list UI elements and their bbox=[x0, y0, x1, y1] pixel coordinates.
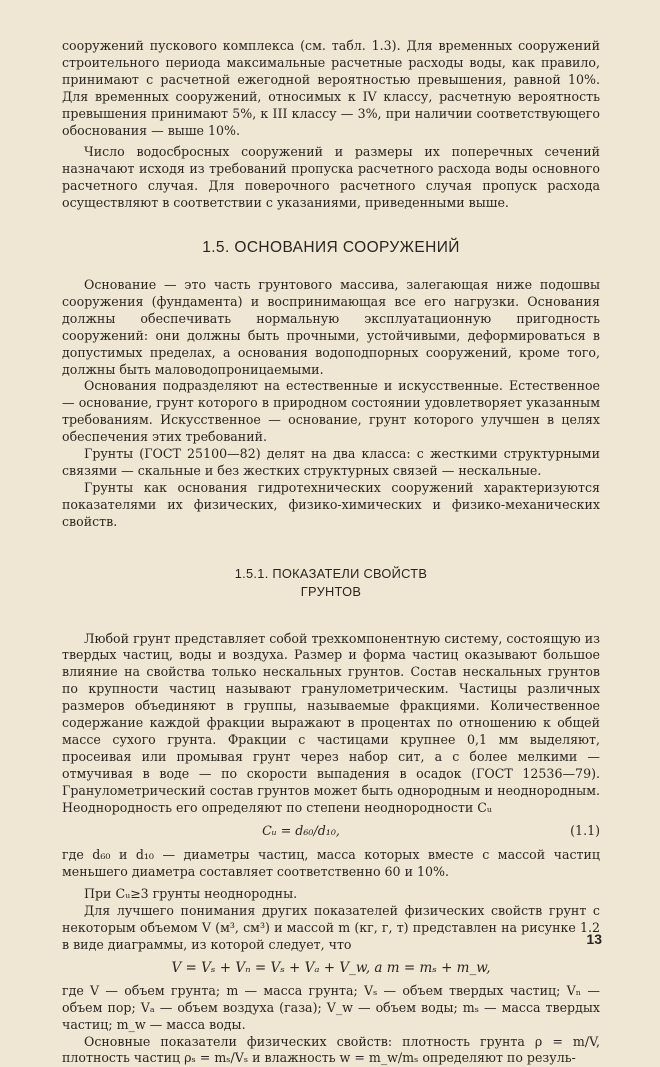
page-number: 13 bbox=[586, 931, 602, 948]
subsection-heading-soil-indicators bbox=[62, 565, 600, 601]
paragraph-soil-classes: Грунты (ГОСТ 25100—82) делят на два класса: с жесткими структурными связями — скальные и без жестких структурных связей — нескальные. bbox=[62, 446, 600, 480]
paragraph-symbols: где V — объем грунта; m — масса грунта; Vₛ — объем твердых частиц; Vₙ — объем пор; Vₐ — объем воздуха (газа); V_w — объем воды; mₛ — масса твердых частиц; m_w — масса воды. bbox=[62, 983, 600, 1034]
paragraph-foundation-types: Основания подразделяют на естественные и искусственные. Естественное — основание, грунт которого в природном состоянии удовлетворяет указанным требованиям. Искусственное — основание, грунт которого улучшен в целях обеспечения этих требований. bbox=[62, 378, 600, 446]
paragraph-basic-indicators: Основные показатели физических свойств: плотность грунта ρ = m/V, плотность частиц ρₛ = mₛ/Vₛ и влажность w = m_w/mₛ определяют по резуль- bbox=[62, 1034, 600, 1067]
paragraph-spillway-count: Число водосбросных сооружений и размеры их поперечных сечений назначают исходя из требований пропуска расчетного расхода воды основного расчетного случая. Для поверочного расчетного случая пропуск расхода осуществляют в соответствии с указаниями, приведенными выше. bbox=[62, 144, 600, 212]
formula-uniformity-expression: Cᵤ = d₆₀/d₁₀, bbox=[62, 823, 540, 840]
paragraph-temporary-structures: сооружений пускового комплекса (см. табл. 1.3). Для временных сооружений строительного периода максимальные расчетные расходы воды, как правило, принимают с расчетной ежегодной вероятностью превышения, равной 10%. Для временных сооружений, относимых к IV классу, расчетную вероятность превышения принимают 5%, к III классу — 3%, при наличии соответствующего обоснования — выше 10%. bbox=[62, 38, 600, 139]
paragraph-soil-properties: Грунты как основания гидротехнических сооружений характеризуются показателями их физических, физико-химических и физико-механических свойств. bbox=[62, 480, 600, 531]
paragraph-foundation-definition: Основание — это часть грунтового массива, залегающая ниже подошвы сооружения (фундамента) и воспринимающая все его нагрузки. Основания должны обеспечивать нормальную эксплуатационную пригодность сооружений: они должны быть прочными, устойчивыми, деформироваться в допустимых пределах, а основания водоподпорных сооружений, кроме того, должны быть маловодопроницаемыми. bbox=[62, 277, 600, 378]
paragraph-nonuniform: При Cᵤ≥3 грунты неоднородны. bbox=[62, 886, 600, 903]
formula-number: (1.1) bbox=[540, 823, 600, 840]
paragraph-granulometric: Любой грунт представляет собой трехкомпонентную систему, состоящую из твердых частиц, воды и воздуха. Размер и форма частиц оказывают большое влияние на свойства только нескальных грунтов. Состав нескальных грунтов по крупности частиц называют гранулометрическим. Частицы различных размеров объединяют в группы, называемые фракциями. Количественное содержание каждой фракции выражают в процентах по отношению к общей массе сухого грунта. Фракции с частицами крупнее 0,1 мм выделяют, просеивая или промывая грунт через набор сит, а с более мелкими — отмучивая в воде — по скорости выпадения в осадок (ГОСТ 12536—79). Гранулометрический состав грунтов может быть однородным и неоднородным. Неоднородность его определяют по степени неоднородности Cᵤ bbox=[62, 631, 600, 817]
section-heading-foundations: 1.5. ОСНОВАНИЯ СООРУЖЕНИЙ bbox=[62, 240, 600, 257]
paragraph-diagram-intro: Для лучшего понимания других показателей физических свойств грунт с некоторым объемом V (м³, см³) и массой m (кг, г, т) представлен на рисунке 1.2 в виде диаграммы, из которой следует, что bbox=[62, 903, 600, 954]
formula-uniformity bbox=[62, 823, 600, 840]
subsection-heading-line-1: 1.5.1. ПОКАЗАТЕЛИ СВОЙСТВ bbox=[235, 566, 428, 581]
paragraph-diameters: где d₆₀ и d₁₀ — диаметры частиц, масса которых вместе с массой частиц меньшего диаметра составляет соответственно 60 и 10%. bbox=[62, 847, 600, 881]
subsection-heading-line-2: ГРУНТОВ bbox=[301, 584, 361, 599]
formula-volume-mass: V = Vₛ + Vₙ = Vₛ + Vₐ + V_w, а m = mₛ + m_w, bbox=[62, 960, 600, 977]
